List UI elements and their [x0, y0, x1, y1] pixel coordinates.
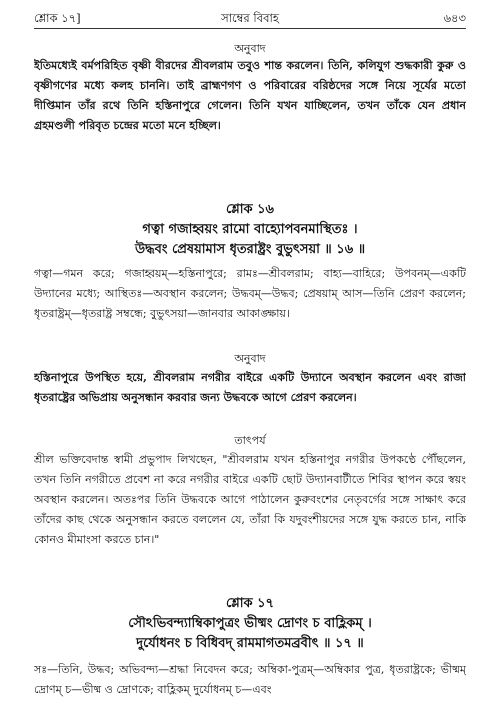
translation-heading: অনুবাদ — [234, 42, 266, 55]
header-chapter-ref: শ্লোক ১৭] — [34, 11, 81, 25]
header-title: সাম্বের বিবাহ — [221, 11, 279, 25]
verse-heading: শ্লোক ১৬ — [225, 202, 275, 217]
translation-text: ইতিমধ্যেই বর্মপরিহিত বৃষ্ণী বীরদের শ্রীবলরাম তবুও শান্ত করলেন। তিনি, কলিযুগ শুদ্ধকারী কুরু ও বৃষ্ণীগণের মধ্যে কলহ চাননি। তাই ব্রাহ্মণগণ ও পরিবারের বরিষ্ঠদের সঙ্গে নিয়ে সূর্যের মতো দীপ্তিমান তাঁর রথে তিনি হস্তিনাপুরে গেলেন। তিনি যখন যাচ্ছিলেন, তখন তাঁকে যেন প্রধান গ্রহমণ্ডলী পরিবৃত চন্দ্রের মতো মনে হচ্ছিল। — [34, 59, 466, 132]
verse-line-1: সৌঽভিবন্দ্যাম্বিকাপুত্রং ভীষ্মং দ্রোণং চ বাহ্লিকম্ । — [128, 616, 372, 631]
running-header — [34, 10, 466, 26]
word-meanings: সঃ—তিনি, উদ্ধব; অভিবন্দ্য—শ্রদ্ধা নিবেদন করে; অম্বিকা-পুত্রম্—অম্বিকার পুত্র, ধৃতরাষ্ট্রকে; ভীষ্মম্ দ্রোণম্ চ—ভীষ্ম ও দ্রোণকে; বাহ্লিকম্ দুর্যোধনম্ চ—এবং — [34, 663, 466, 696]
translation-heading: অনুবাদ — [234, 352, 266, 365]
verse-line-2: উদ্ধবং প্রেষয়ামাস ধৃতরাষ্ট্রং বুভুৎসয়া ॥ ১৬ ॥ — [134, 242, 366, 257]
verse-line-2: দুর্যোধনং চ বিধিবদ্ রামমাগতমব্রবীৎ ॥ ১৭ ॥ — [136, 636, 364, 651]
verse-line-1: গত্বা গজাহ্বয়ং রামো বাহ্যোপবনমাস্থিতঃ । — [142, 222, 358, 237]
word-meanings: গত্বা—গমন করে; গজাহ্বয়ম্—হস্তিনাপুরে; রামঃ—শ্রীবলরাম; বাহ্য—বাহিরে; উপবনম্—একটি উদ্যানের মধ্যে; আস্থিতঃ—অবস্থান করলেন; উদ্ধবম্—উদ্ধব; প্রেষয়াম্ আস—তিনি প্রেরণ করলেন; ধৃতরাষ্ট্রম্—ধৃতরাষ্ট্র সম্বন্ধে; বুভুৎসয়া—জানবার আকাঙ্ক্ষায়। — [34, 267, 466, 320]
purport-text: শ্রীল ভক্তিবেদান্ত স্বামী প্রভুপাদ লিখছেন, "শ্রীবলরাম যখন হস্তিনাপুর নগরীর উপকণ্ঠে পৌঁছলেন, তখন তিনি নগরীতে প্রবেশ না করে নগরীর বাইরে একটি ছোট উদ্যানবাটীতে শিবির স্থাপন করে স্বয়ং অবস্থান করলেন। অতঃপর তিনি উদ্ধবকে আগে পাঠালেন কুরুবংশের নেতৃবর্গের সঙ্গে সাক্ষাৎ করে তাঁদের কাছ থেকে অনুসন্ধান করতে বললেন যে, তাঁরা কি যদুবংশীয়দের সঙ্গে যুদ্ধ করতে চান, নাকি কোনও মীমাংসা করতে চান।" — [34, 453, 466, 546]
header-rule — [34, 28, 466, 29]
translation-text: হস্তিনাপুরে উপস্থিত হয়ে, শ্রীবলরাম নগরীর বাইরে একটি উদ্যানে অবস্থান করলেন এবং রাজা ধৃতরাষ্ট্রের অভিপ্রায় অনুসন্ধান করবার জন্য উদ্ধবকে আগে প্রেরণ করলেন। — [34, 371, 466, 404]
purport-heading: তাৎপর্য — [234, 434, 266, 447]
page-number: ৬৪৩ — [443, 11, 466, 25]
verse-heading: শ্লোক ১৭ — [225, 596, 275, 611]
